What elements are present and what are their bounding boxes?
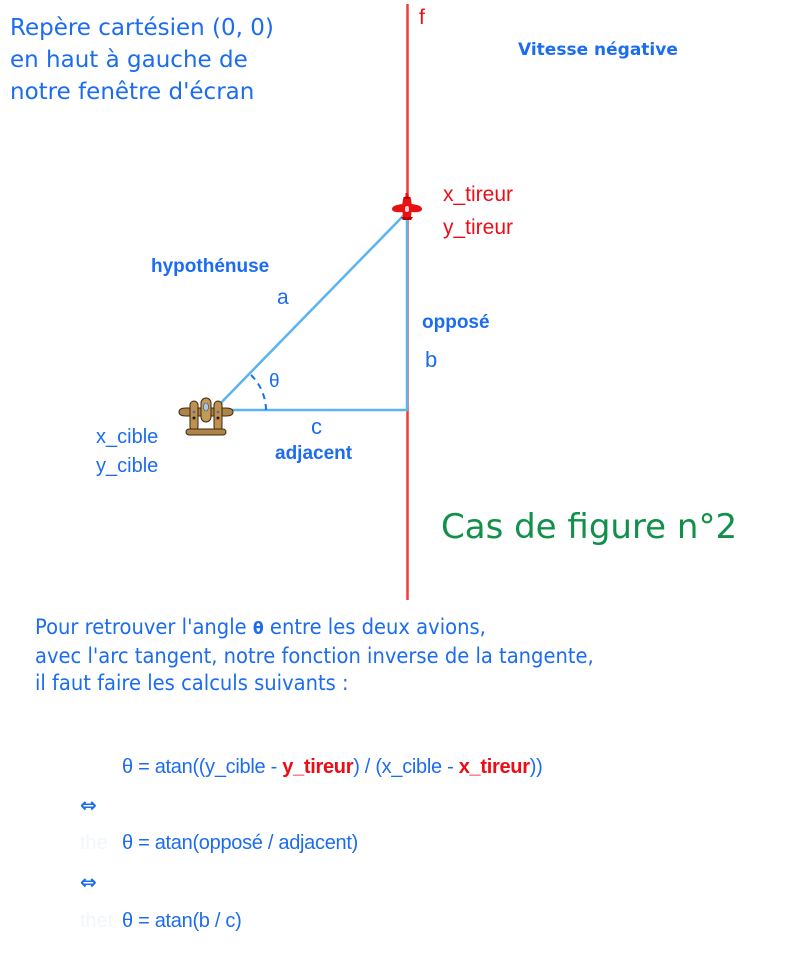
formula-2-ghost: the bbox=[80, 832, 108, 854]
angle-symbol: θ bbox=[269, 371, 280, 392]
opposite-label: opposé bbox=[422, 312, 490, 333]
explanation-line-1: Pour retrouver l'angle θ entre les deux avions, bbox=[35, 615, 486, 639]
speed-label: Vitesse négative bbox=[518, 40, 678, 60]
target-y-label: y_cible bbox=[96, 455, 159, 477]
target-x-label: x_cible bbox=[96, 426, 159, 448]
formula-1: θ = atan((y_cible - y_tireur) / (x_cible - x_tireur)) bbox=[122, 756, 543, 778]
theta-symbol: θ bbox=[252, 619, 264, 639]
coordinate-system-note bbox=[10, 12, 274, 108]
shooter-x-label: x_tireur bbox=[443, 183, 514, 206]
angle-arc bbox=[251, 375, 266, 410]
red-plane-icon bbox=[392, 193, 422, 220]
note-line-3: notre fenêtre d'écran bbox=[10, 79, 255, 105]
hypotenuse-letter: a bbox=[277, 286, 289, 309]
brown-plane-icon bbox=[179, 398, 233, 435]
explanation-line-3: il faut faire les calculs suivants : bbox=[35, 671, 349, 695]
opposite-letter: b bbox=[425, 347, 438, 372]
formula-3-ghost: thet bbox=[80, 910, 114, 932]
case-title: Cas de figure n°2 bbox=[441, 507, 738, 547]
equivalence-icon-1: ⇔ bbox=[80, 793, 97, 817]
adjacent-letter: c bbox=[311, 414, 322, 439]
explanation-text bbox=[35, 614, 594, 697]
adjacent-label: adjacent bbox=[275, 443, 353, 464]
equivalence-icon-2: ⇔ bbox=[80, 870, 97, 894]
hypotenuse-label: hypothénuse bbox=[151, 256, 270, 277]
hypotenuse-line bbox=[214, 212, 407, 410]
note-line-2: en haut à gauche de bbox=[10, 47, 248, 73]
shooter-y-label: y_tireur bbox=[443, 216, 514, 239]
formula-3: θ = atan(b / c) bbox=[122, 910, 242, 932]
note-line-1: Repère cartésien (0, 0) bbox=[10, 15, 274, 41]
explanation-line-2: avec l'arc tangent, notre fonction inverse de la tangente, bbox=[35, 644, 594, 668]
axis-label-f: f bbox=[419, 6, 425, 29]
formula-2: θ = atan(opposé / adjacent) bbox=[122, 832, 358, 854]
